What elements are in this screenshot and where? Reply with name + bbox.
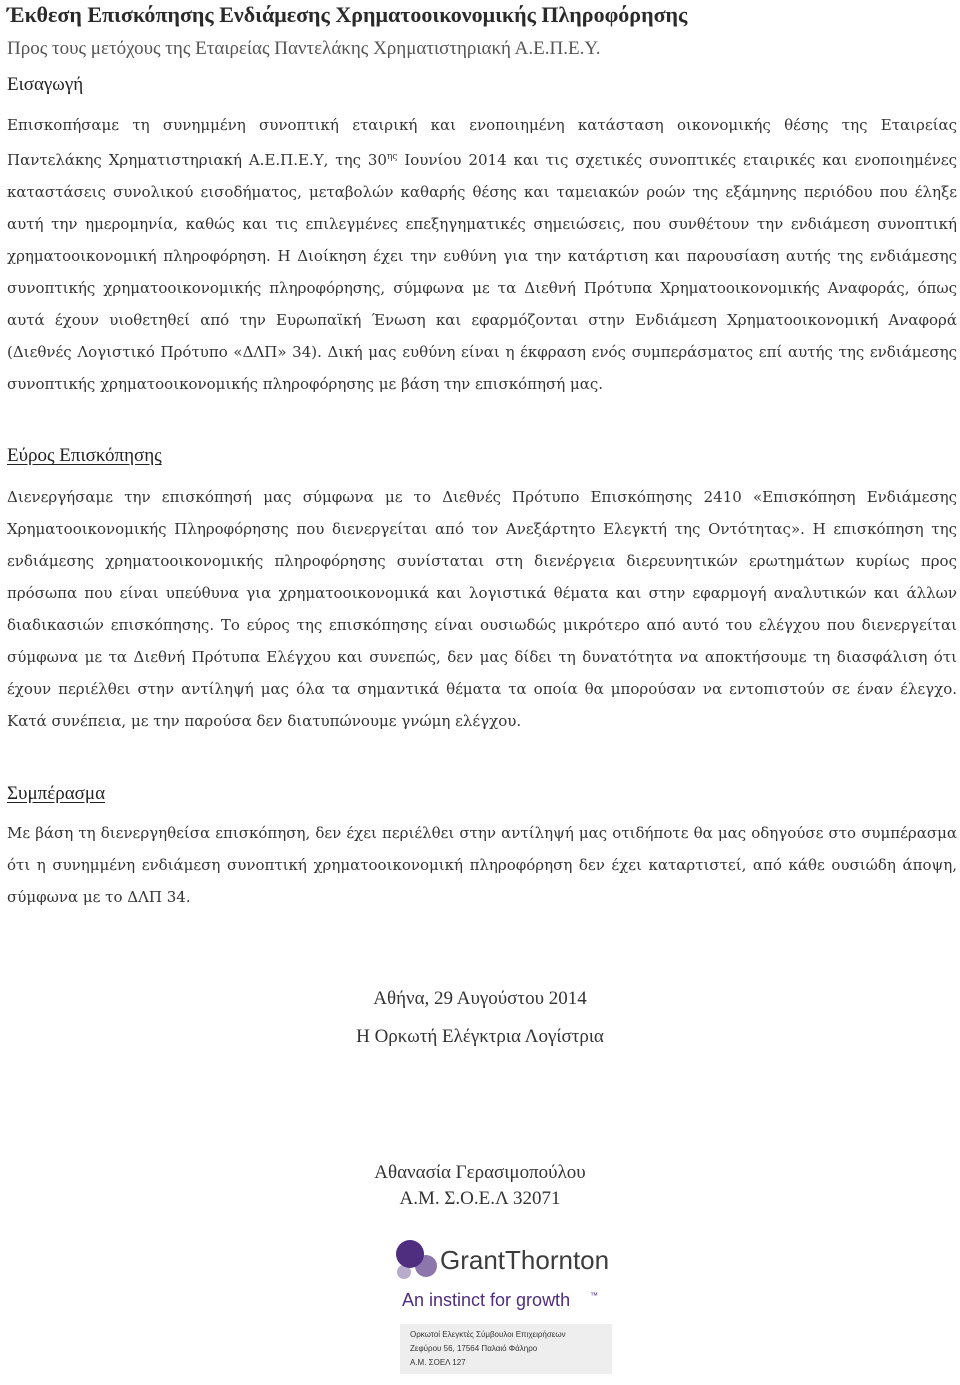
stamp-line-address: Ζεφύρου 56, 17564 Παλαιό Φάληρο: [410, 1344, 538, 1353]
grant-thornton-stamp: [390, 1232, 620, 1380]
brand-mark-icon: [396, 1240, 437, 1279]
signer-name: Αθανασία Γερασιμοπούλου: [374, 1162, 586, 1183]
conclusion-paragraph: Με βάση τη διενεργηθείσα επισκόπηση, δεν έχει περιέλθει στην αντίληψή μας οτιδήποτε θα μας οδηγούσε στο συμπέρασμα ότι η συνημμένη ενδιάμεση συνοπτική χρηματοοικονομική πληροφόρηση δεν έχει καταρτιστεί, από κάθε ουσιώδη άποψη, σύμφωνα με το ΔΛΠ 34.: [7, 824, 957, 906]
intro-paragraph: [7, 109, 957, 400]
trademark-symbol: ™: [590, 1291, 598, 1300]
conclusion-heading: Συμπέρασμα: [7, 783, 106, 804]
stamp-line-registration: Α.Μ. ΣΟΕΛ 127: [410, 1358, 466, 1367]
grant-thornton-logo: [390, 1232, 620, 1380]
stamp-line-firm: Ορκωτοί Ελεγκτές Σύμβουλοι Επιχειρήσεων: [410, 1330, 566, 1339]
ordinal-superscript: ης: [386, 152, 398, 162]
signer-block: [0, 1160, 960, 1212]
intro-heading: Εισαγωγή: [7, 74, 84, 95]
intro-text-part-b: Ιουνίου 2014 και τις σχετικές συνοπτικές εταιρικές και ενοποιημένες καταστάσεις συνολικού εισοδήματος, μεταβολών καθαρής θέσης και ταμειακών ροών της εξάμηνης περιόδου που έληξε αυτή την ημερομηνία, καθώς και τις επιλεγμένες επεξηγηματικές σημειώσεις, που συνθέτουν την ενδιάμεση συνοπτική χρηματοοικονομική πληροφόρηση. Η Διοίκηση έχει την ευθύνη για την κατάρτιση και παρουσίαση αυτής της ενδιάμεσης συνοπτικής χρηματοοικονομικής πληροφόρησης, σύμφωνα με τα Διεθνή Πρότυπα Χρηματοοικονομικής Αναφοράς, όπως αυτά έχουν υιοθετηθεί από την Ευρωπαϊκή Ένωση και εφαρμόζονται στην Ενδιάμεση Χρηματοοικονομική Αναφορά (Διεθνές Λογιστικό Πρότυπο «ΔΛΠ» 34). Δική μας ευθύνη είναι η έκφραση ενός συμπεράσματος επί αυτής της ενδιάμεσης συνοπτικής χρηματοοικονομικής πληροφόρησης με βάση την επισκόπησή μας.: [7, 151, 957, 393]
brand-name: GrantThornton: [440, 1245, 610, 1275]
document-title: Έκθεση Επισκόπησης Ενδιάμεσης Χρηματοοικονομικής Πληροφόρησης: [7, 2, 688, 27]
place-date: Αθήνα, 29 Αυγούστου 2014: [373, 988, 587, 1009]
signer-registration: Α.Μ. Σ.Ο.Ε.Λ 32071: [399, 1188, 561, 1209]
signature-date-block: [0, 980, 960, 1056]
intro-text-part-a: Επισκοπήσαμε τη συνημμένη συνοπτική εταιρική και ενοποιημένη κατάσταση οικονομικής θέσης της Εταιρείας Παντελάκης Χρηματιστηριακή Α.Ε.Π.Ε.Υ, της 30: [7, 116, 957, 169]
addressee-line: Προς τους μετόχους της Εταιρείας Παντελάκης Χρηματιστηριακή Α.Ε.Π.Ε.Υ.: [7, 38, 601, 59]
signer-role: Η Ορκωτή Ελέγκτρια Λογίστρια: [356, 1026, 604, 1047]
scope-heading: Εύρος Επισκόπησης: [7, 445, 162, 466]
brand-tagline: An instinct for growth: [402, 1290, 571, 1310]
scope-paragraph: Διενεργήσαμε την επισκόπησή μας σύμφωνα με το Διεθνές Πρότυπο Επισκόπησης 2410 «Επισκόπηση Ενδιάμεσης Χρηματοοικονομικής Πληροφόρησης που διενεργείται από τον Ανεξάρτητο Ελεγκτή της Οντότητας». Η επισκόπηση της ενδιάμεσης χρηματοοικονομικής πληροφόρησης συνίσταται στη διενέργεια διερευνητικών ερωτημάτων κυρίως προς πρόσωπα που είναι υπεύθυνα για χρηματοοικονομικά και λογιστικά θέματα και στην εφαρμογή αναλυτικών και άλλων διαδικασιών επισκόπησης. Το εύρος της επισκόπησης είναι ουσιωδώς μικρότερο από αυτό του ελέγχου που διενεργείται σύμφωνα με τα Διεθνή Πρότυπα Ελέγχου και συνεπώς, δεν μας δίδει τη δυνατότητα να αποκτήσουμε τη διασφάλιση ότι έχουν περιέλθει στην αντίληψή μας όλα τα σημαντικά θέματα τα οποία θα μπορούσαν να εντοπιστούν σε έναν έλεγχο. Κατά συνέπεια, με την παρούσα δεν διατυπώνουμε γνώμη ελέγχου.: [7, 488, 957, 730]
